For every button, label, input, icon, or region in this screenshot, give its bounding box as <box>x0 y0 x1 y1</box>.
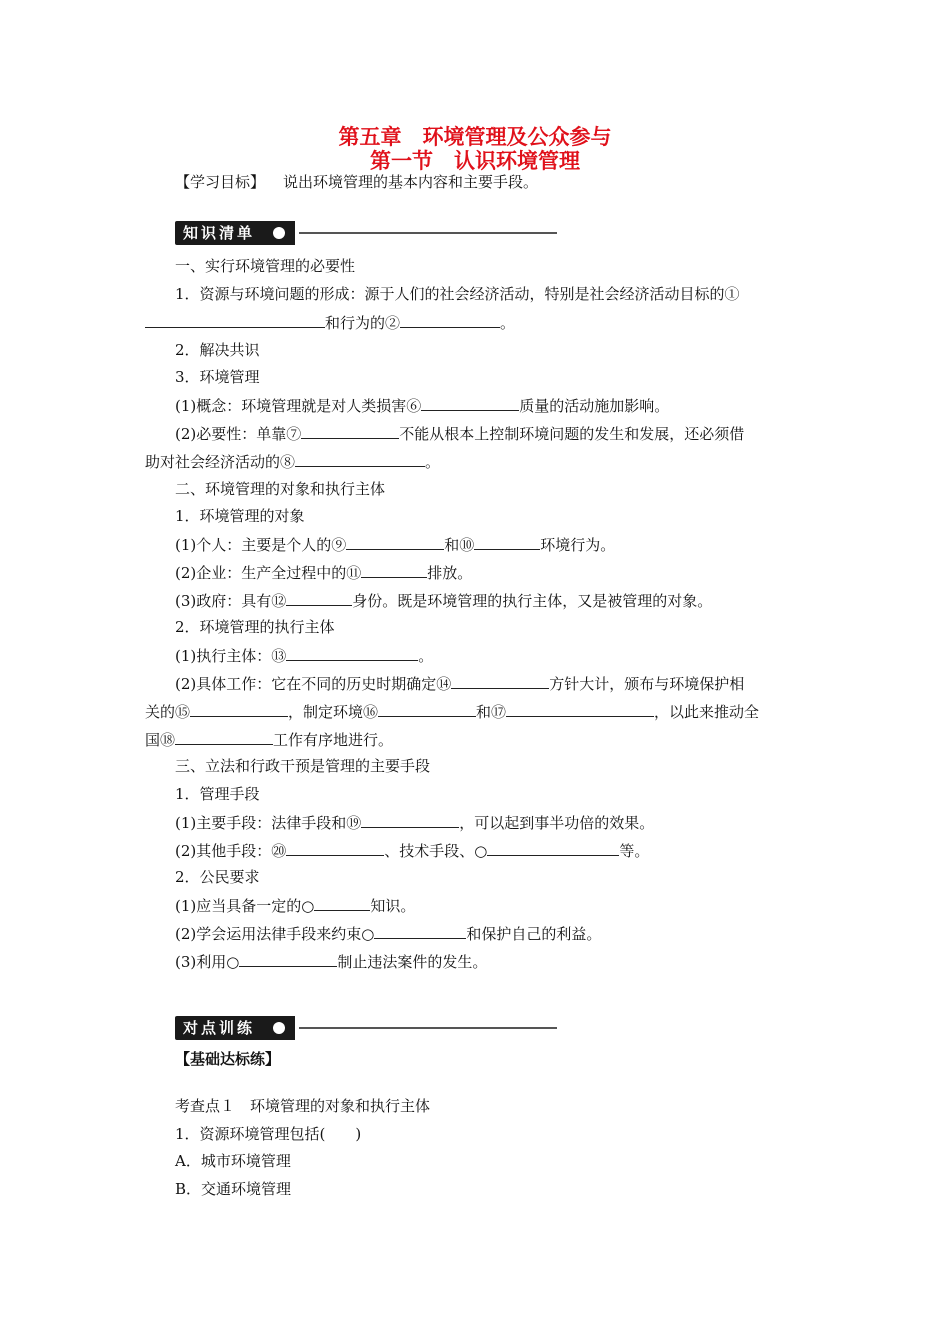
banner-label: 对点训练 <box>175 1016 295 1040</box>
blank-23[interactable] <box>374 923 466 939</box>
paragraph: (3)政府：具有⑫ 身份。既是环境管理的执行主体，又是被管理的对象。 <box>175 592 713 610</box>
paragraph: (2)必要性：单靠⑦ 不能从根本上控制环境问题的发生和发展，还必须借 <box>175 425 745 443</box>
paragraph: (2)其他手段：⑳ 、技术手段、○ 等。 <box>175 842 650 860</box>
paragraph: (1)概念：环境管理就是对人类损害⑥ 质量的活动施加影响。 <box>175 397 670 415</box>
paragraph: 2．公民要求 <box>175 868 260 886</box>
chapter-title: 第五章 环境管理及公众参与 <box>338 124 612 149</box>
practice-banner <box>175 1016 558 1040</box>
paragraph: 1．环境管理的对象 <box>175 507 305 525</box>
blank-8[interactable] <box>295 451 425 467</box>
paragraph: (2)具体工作：它在不同的历史时期确定⑭ 方针大计，颁布与环境保护相 <box>175 675 745 693</box>
objective-tag: 【学习目标】 <box>175 173 266 191</box>
blank-13[interactable] <box>286 645 418 661</box>
paragraph: 和行为的② 。 <box>145 312 515 333</box>
blank-10[interactable] <box>474 534 540 550</box>
paragraph: 关的⑮ ，制定环境⑯ 和⑰ ，以此来推动全 <box>145 703 760 721</box>
option-a: A．城市环境管理 <box>175 1152 291 1170</box>
blank-15[interactable] <box>190 701 288 717</box>
learning-objective <box>175 172 538 192</box>
option-b: B．交通环境管理 <box>175 1180 292 1198</box>
paragraph: (1)主要手段：法律手段和⑲ ，可以起到事半功倍的效果。 <box>175 814 655 832</box>
paragraph: (2)企业：生产全过程中的⑪ 排放。 <box>175 564 473 582</box>
blank-6[interactable] <box>421 395 519 411</box>
paragraph: 2．环境管理的执行主体 <box>175 618 335 636</box>
blank-7[interactable] <box>301 423 399 439</box>
paragraph: (1)执行主体：⑬ 。 <box>175 647 434 665</box>
blank-20[interactable] <box>286 840 384 856</box>
paragraph: (2)学会运用法律手段来约束○ 和保护自己的利益。 <box>175 925 602 943</box>
practice-level: 【基础达标练】 <box>175 1050 281 1068</box>
blank-22[interactable] <box>314 895 370 911</box>
blank-2[interactable] <box>400 312 500 328</box>
section-heading: 一、实行环境管理的必要性 <box>175 257 356 275</box>
blank-14[interactable] <box>451 673 549 689</box>
paragraph: (1)应当具备一定的○ 知识。 <box>175 897 416 915</box>
banner-rule <box>299 1027 557 1029</box>
paragraph: (3)利用○ 制止违法案件的发生。 <box>175 953 488 971</box>
section-heading: 三、立法和行政干预是管理的主要手段 <box>175 757 431 775</box>
blank-21[interactable] <box>487 840 619 856</box>
banner-rule <box>299 232 557 234</box>
blank-12[interactable] <box>286 590 352 606</box>
blank-1[interactable] <box>145 312 325 328</box>
question-1: 1．资源环境管理包括( ) <box>175 1125 362 1143</box>
circle-icon <box>273 1022 285 1034</box>
blank-17[interactable] <box>506 701 654 717</box>
paragraph: 2．解决共识 <box>175 341 260 359</box>
objective-text: 说出环境管理的基本内容和主要手段。 <box>283 173 539 191</box>
paragraph: 1．管理手段 <box>175 785 260 803</box>
paragraph: 3．环境管理 <box>175 368 260 386</box>
blank-16[interactable] <box>378 701 476 717</box>
knowledge-list-banner <box>175 221 558 245</box>
section-title: 第一节 认识环境管理 <box>370 148 580 173</box>
blank-19[interactable] <box>361 812 459 828</box>
blank-9[interactable] <box>346 534 444 550</box>
paragraph: 助对社会经济活动的⑧ 。 <box>145 453 441 471</box>
circle-icon <box>273 227 285 239</box>
blank-11[interactable] <box>361 562 427 578</box>
check-point: 考查点１ 环境管理的对象和执行主体 <box>175 1097 431 1115</box>
blank-18[interactable] <box>175 729 273 745</box>
section-heading: 二、环境管理的对象和执行主体 <box>175 480 386 498</box>
blank-24[interactable] <box>239 951 337 967</box>
paragraph: 1．资源与环境问题的形成：源于人们的社会经济活动，特别是社会经济活动目标的① <box>175 285 740 303</box>
paragraph: 国⑱ 工作有序地进行。 <box>145 731 394 749</box>
paragraph: (1)个人：主要是个人的⑨ 和⑩ 环境行为。 <box>175 536 616 554</box>
banner-label: 知识清单 <box>175 221 295 245</box>
